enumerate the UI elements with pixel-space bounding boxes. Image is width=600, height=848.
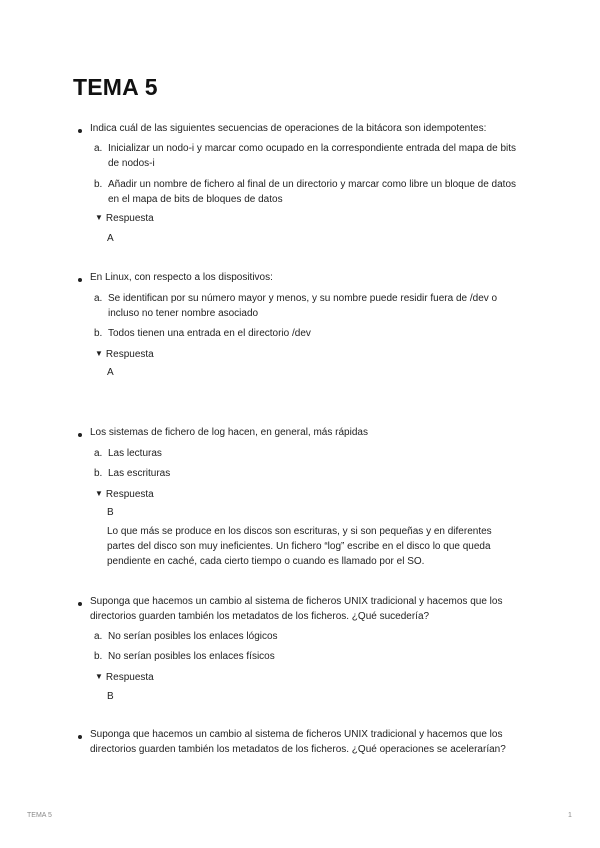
page-number: 1: [568, 812, 572, 819]
option-letter: a.: [94, 631, 103, 642]
option-letter: a.: [94, 143, 103, 154]
question-1-text: Indica cuál de las siguientes secuencias de operaciones de la bitácora son idempotentes:: [90, 123, 487, 134]
option-text: Las escrituras: [108, 468, 171, 479]
answer-toggle-3[interactable]: [95, 486, 154, 502]
toggle-label: Respuesta: [105, 672, 154, 683]
triangle-down-icon: ▼: [95, 349, 103, 358]
option-text: Añadir un nombre de fichero al final de un directorio y marcar como libre un bloque de datos en el mapa de bits de bloques de datos: [108, 179, 517, 205]
triangle-down-icon: ▼: [95, 672, 103, 681]
answer-1: A: [107, 233, 114, 244]
question-2-text: En Linux, con respecto a los dispositivos:: [90, 272, 273, 283]
answer-toggle-2[interactable]: [95, 346, 154, 362]
option-text: Todos tienen una entrada en el directorio /dev: [108, 328, 311, 339]
option-letter: b.: [94, 651, 103, 662]
question-5-text: Suponga que hacemos un cambio al sistema de ficheros UNIX tradicional y hacemos que los directorios guarden también los metadatos de los ficheros. ¿Qué operaciones se acelerarían?: [90, 729, 506, 755]
option-text: No serían posibles los enlaces lógicos: [108, 631, 278, 642]
question-2-option-a: [94, 291, 524, 321]
answer-2: A: [107, 367, 114, 378]
answer-3: B: [107, 507, 114, 518]
toggle-label: Respuesta: [105, 349, 154, 360]
question-3-text: Los sistemas de fichero de log hacen, en general, más rápidas: [90, 427, 368, 438]
answer-toggle-1[interactable]: [95, 210, 154, 226]
answer-3-explanation: Lo que más se produce en los discos son escrituras, y si son pequeñas y en diferentes partes del disco son muy ineficientes. Un fichero “log” escribe en el disco lo que queda pendiente en caché, cada cierto tiempo o cuando es llamado por el SO.: [107, 526, 492, 567]
question-1-option-a: [94, 141, 524, 171]
option-letter: b.: [94, 328, 103, 339]
bullet-icon: [78, 602, 82, 606]
triangle-down-icon: ▼: [95, 489, 103, 498]
option-text: Se identifican por su número mayor y menos, y su nombre puede residir fuera de /dev o incluso no tener nombre asociado: [108, 293, 498, 319]
option-letter: b.: [94, 468, 103, 479]
question-4-option-b: [94, 649, 524, 664]
footer-title: TEMA 5: [27, 812, 52, 819]
question-4-option-a: [94, 629, 524, 644]
option-letter: b.: [94, 179, 103, 190]
toggle-label: Respuesta: [105, 489, 154, 500]
bullet-icon: [78, 735, 82, 739]
option-letter: a.: [94, 448, 103, 459]
page-title: TEMA 5: [73, 74, 158, 100]
bullet-icon: [78, 278, 82, 282]
question-1-option-b: [94, 177, 524, 207]
question-3-option-a: [94, 446, 524, 461]
answer-4: B: [107, 691, 114, 702]
question-2-option-b: [94, 326, 524, 341]
triangle-down-icon: ▼: [95, 213, 103, 222]
toggle-label: Respuesta: [105, 213, 154, 224]
option-letter: a.: [94, 293, 103, 304]
option-text: Inicializar un nodo-i y marcar como ocupado en la correspondiente entrada del mapa de bits de nodos-i: [108, 143, 517, 169]
option-text: No serían posibles los enlaces físicos: [108, 651, 275, 662]
question-3-option-b: [94, 466, 524, 481]
option-text: Las lecturas: [108, 448, 162, 459]
answer-toggle-4[interactable]: [95, 669, 154, 685]
bullet-icon: [78, 433, 82, 437]
question-4-text: Suponga que hacemos un cambio al sistema de ficheros UNIX tradicional y hacemos que los directorios guarden también los metadatos de los ficheros. ¿Qué sucedería?: [90, 596, 503, 622]
bullet-icon: [78, 129, 82, 133]
